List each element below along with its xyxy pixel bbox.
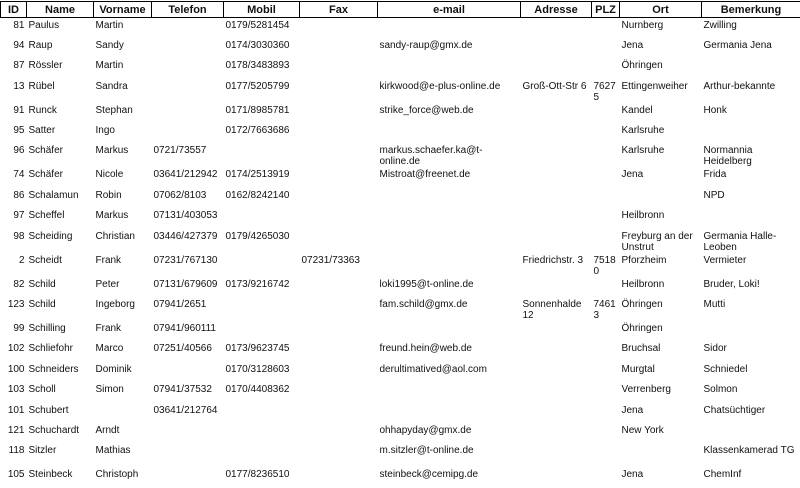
cell-email [378, 321, 521, 341]
cell-bemerkung: Bruder, Loki! [702, 277, 800, 297]
table-row [1, 143, 800, 167]
cell-mobil [224, 423, 300, 443]
cell-adresse [521, 341, 592, 361]
cell-fax [300, 382, 378, 402]
cell-ort: Karlsruhe [620, 143, 702, 167]
cell-mobil [224, 297, 300, 321]
cell-ort: Öhringen [620, 58, 702, 78]
cell-id: 91 [1, 103, 27, 123]
cell-adresse [521, 277, 592, 297]
cell-email [378, 188, 521, 208]
header-fax: Fax [300, 2, 378, 18]
cell-vorname: Marco [94, 341, 152, 361]
cell-id: 81 [1, 18, 27, 38]
cell-mobil: 0171/8985781 [224, 103, 300, 123]
cell-mobil: 0177/8236510 [224, 467, 300, 487]
cell-plz [592, 443, 620, 467]
cell-adresse [521, 467, 592, 487]
cell-vorname: Martin [94, 18, 152, 38]
cell-id: 118 [1, 443, 27, 467]
header-id: ID [1, 2, 27, 18]
header-telefon: Telefon [152, 2, 224, 18]
cell-name: Schild [27, 297, 94, 321]
cell-plz [592, 188, 620, 208]
cell-fax [300, 123, 378, 143]
cell-plz [592, 103, 620, 123]
table-row [1, 188, 800, 208]
cell-vorname: Dominik [94, 362, 152, 382]
cell-telefon: 07251/40566 [152, 341, 224, 361]
table-row [1, 403, 800, 423]
cell-vorname: Arndt [94, 423, 152, 443]
cell-bemerkung: NPD [702, 188, 800, 208]
cell-adresse [521, 167, 592, 187]
cell-id: 96 [1, 143, 27, 167]
cell-plz [592, 58, 620, 78]
cell-mobil [224, 143, 300, 167]
cell-email: kirkwood@e-plus-online.de [378, 79, 521, 103]
cell-bemerkung: ChemInf [702, 467, 800, 487]
cell-id: 99 [1, 321, 27, 341]
cell-plz [592, 467, 620, 487]
cell-fax [300, 443, 378, 467]
cell-email: freund.hein@web.de [378, 341, 521, 361]
cell-id: 95 [1, 123, 27, 143]
cell-telefon: 03446/427379 [152, 229, 224, 253]
cell-adresse [521, 188, 592, 208]
cell-telefon: 03641/212942 [152, 167, 224, 187]
cell-fax [300, 143, 378, 167]
cell-mobil: 0177/5205799 [224, 79, 300, 103]
cell-bemerkung: Sidor [702, 341, 800, 361]
cell-adresse [521, 423, 592, 443]
cell-vorname: Markus [94, 143, 152, 167]
cell-email: steinbeck@cemipg.de [378, 467, 521, 487]
cell-vorname: Sandy [94, 38, 152, 58]
cell-email: markus.schaefer.ka@t-online.de [378, 143, 521, 167]
cell-name: Runck [27, 103, 94, 123]
cell-name: Scheffel [27, 208, 94, 228]
cell-fax [300, 423, 378, 443]
table-row [1, 321, 800, 341]
cell-ort: Nurnberg [620, 18, 702, 38]
table-row [1, 38, 800, 58]
cell-telefon: 07062/8103 [152, 188, 224, 208]
cell-adresse [521, 321, 592, 341]
cell-email: ohhapyday@gmx.de [378, 423, 521, 443]
cell-name: Scholl [27, 382, 94, 402]
cell-bemerkung: Frida [702, 167, 800, 187]
cell-mobil: 0173/9216742 [224, 277, 300, 297]
cell-vorname: Frank [94, 253, 152, 277]
cell-ort: Pforzheim [620, 253, 702, 277]
cell-id: 13 [1, 79, 27, 103]
cell-fax [300, 79, 378, 103]
cell-bemerkung: Normannia Heidelberg [702, 143, 800, 167]
cell-adresse: Friedrichstr. 3 [521, 253, 592, 277]
header-name: Name [27, 2, 94, 18]
cell-plz [592, 382, 620, 402]
cell-telefon [152, 467, 224, 487]
cell-name: Schuchardt [27, 423, 94, 443]
cell-plz [592, 403, 620, 423]
cell-telefon: 07131/679609 [152, 277, 224, 297]
cell-bemerkung [702, 208, 800, 228]
cell-ort [620, 443, 702, 467]
cell-name: Scheiding [27, 229, 94, 253]
header-plz: PLZ [592, 2, 620, 18]
cell-telefon: 07941/960111 [152, 321, 224, 341]
cell-email [378, 229, 521, 253]
cell-bemerkung: Zwilling [702, 18, 800, 38]
cell-adresse [521, 443, 592, 467]
cell-email: sandy-raup@gmx.de [378, 38, 521, 58]
cell-ort: Ettingenweiher [620, 79, 702, 103]
cell-adresse [521, 403, 592, 423]
cell-bemerkung [702, 58, 800, 78]
cell-fax: 07231/73363 [300, 253, 378, 277]
cell-telefon [152, 362, 224, 382]
cell-bemerkung: Klassenkamerad TG [702, 443, 800, 467]
cell-ort: Freyburg an der Unstrut [620, 229, 702, 253]
cell-email [378, 208, 521, 228]
cell-mobil [224, 403, 300, 423]
cell-vorname: Markus [94, 208, 152, 228]
cell-ort: Heilbronn [620, 277, 702, 297]
cell-id: 86 [1, 188, 27, 208]
cell-plz: 75180 [592, 253, 620, 277]
cell-mobil: 0179/4265030 [224, 229, 300, 253]
cell-bemerkung: Germania Jena [702, 38, 800, 58]
cell-ort: Kandel [620, 103, 702, 123]
cell-name: Satter [27, 123, 94, 143]
cell-bemerkung [702, 423, 800, 443]
cell-plz [592, 123, 620, 143]
cell-fax [300, 103, 378, 123]
cell-plz: 74613 [592, 297, 620, 321]
cell-id: 97 [1, 208, 27, 228]
cell-plz [592, 18, 620, 38]
cell-ort: Jena [620, 467, 702, 487]
cell-fax [300, 321, 378, 341]
cell-name: Scheidt [27, 253, 94, 277]
cell-fax [300, 58, 378, 78]
cell-fax [300, 208, 378, 228]
table-row [1, 341, 800, 361]
cell-name: Paulus [27, 18, 94, 38]
cell-bemerkung: Vermieter [702, 253, 800, 277]
cell-vorname: Sandra [94, 79, 152, 103]
cell-plz [592, 38, 620, 58]
cell-adresse [521, 38, 592, 58]
cell-email [378, 18, 521, 38]
cell-telefon: 07941/2651 [152, 297, 224, 321]
cell-adresse [521, 229, 592, 253]
cell-name: Schalamun [27, 188, 94, 208]
table-row [1, 382, 800, 402]
cell-vorname: Mathias [94, 443, 152, 467]
cell-plz [592, 277, 620, 297]
cell-vorname: Nicole [94, 167, 152, 187]
cell-telefon [152, 58, 224, 78]
cell-vorname: Ingo [94, 123, 152, 143]
header-bemerkung: Bemerkung [702, 2, 800, 18]
cell-email [378, 58, 521, 78]
cell-bemerkung [702, 321, 800, 341]
cell-fax [300, 277, 378, 297]
cell-email [378, 253, 521, 277]
cell-id: 102 [1, 341, 27, 361]
cell-mobil: 0178/3483893 [224, 58, 300, 78]
cell-ort: Öhringen [620, 321, 702, 341]
cell-telefon [152, 79, 224, 103]
cell-fax [300, 467, 378, 487]
cell-adresse [521, 143, 592, 167]
cell-id: 2 [1, 253, 27, 277]
table-row [1, 79, 800, 103]
cell-name: Schubert [27, 403, 94, 423]
cell-id: 87 [1, 58, 27, 78]
cell-plz: 76275 [592, 79, 620, 103]
table-row [1, 277, 800, 297]
cell-vorname: Stephan [94, 103, 152, 123]
cell-ort: Verrenberg [620, 382, 702, 402]
cell-plz [592, 321, 620, 341]
cell-email: strike_force@web.de [378, 103, 521, 123]
cell-telefon [152, 38, 224, 58]
cell-mobil: 0162/8242140 [224, 188, 300, 208]
cell-vorname: Simon [94, 382, 152, 402]
cell-telefon [152, 103, 224, 123]
table-row [1, 467, 800, 487]
cell-name: Rübel [27, 79, 94, 103]
cell-vorname: Martin [94, 58, 152, 78]
cell-telefon: 07131/403053 [152, 208, 224, 228]
table-row [1, 123, 800, 143]
cell-telefon [152, 423, 224, 443]
cell-name: Schäfer [27, 167, 94, 187]
table-row [1, 443, 800, 467]
cell-fax [300, 341, 378, 361]
cell-ort: Jena [620, 167, 702, 187]
cell-email: m.sitzler@t-online.de [378, 443, 521, 467]
table-row [1, 253, 800, 277]
cell-mobil [224, 208, 300, 228]
cell-id: 103 [1, 382, 27, 402]
cell-plz [592, 167, 620, 187]
cell-mobil: 0172/7663686 [224, 123, 300, 143]
cell-adresse [521, 58, 592, 78]
cell-vorname: Frank [94, 321, 152, 341]
cell-bemerkung: Honk [702, 103, 800, 123]
cell-fax [300, 229, 378, 253]
cell-mobil: 0174/2513919 [224, 167, 300, 187]
cell-vorname: Ingeborg [94, 297, 152, 321]
cell-ort: Murgtal [620, 362, 702, 382]
cell-mobil [224, 321, 300, 341]
cell-fax [300, 38, 378, 58]
table-row [1, 103, 800, 123]
cell-fax [300, 167, 378, 187]
cell-id: 101 [1, 403, 27, 423]
cell-mobil: 0174/3030360 [224, 38, 300, 58]
cell-mobil [224, 443, 300, 467]
cell-vorname [94, 403, 152, 423]
cell-telefon [152, 18, 224, 38]
cell-id: 94 [1, 38, 27, 58]
cell-telefon: 07231/767130 [152, 253, 224, 277]
table-row [1, 18, 800, 38]
table-row [1, 167, 800, 187]
cell-ort: Jena [620, 403, 702, 423]
cell-vorname: Christoph [94, 467, 152, 487]
cell-ort: Bruchsal [620, 341, 702, 361]
cell-fax [300, 188, 378, 208]
cell-telefon: 0721/73557 [152, 143, 224, 167]
cell-bemerkung: Solmon [702, 382, 800, 402]
cell-telefon: 03641/212764 [152, 403, 224, 423]
cell-bemerkung: Chatsüchtiger [702, 403, 800, 423]
cell-telefon [152, 123, 224, 143]
cell-ort [620, 188, 702, 208]
cell-plz [592, 362, 620, 382]
cell-adresse: Groß-Ott-Str 6 [521, 79, 592, 103]
cell-adresse [521, 208, 592, 228]
cell-name: Schilling [27, 321, 94, 341]
cell-name: Raup [27, 38, 94, 58]
cell-id: 98 [1, 229, 27, 253]
cell-plz [592, 143, 620, 167]
cell-fax [300, 403, 378, 423]
cell-telefon: 07941/37532 [152, 382, 224, 402]
cell-bemerkung [702, 123, 800, 143]
cell-email: Mistroat@freenet.de [378, 167, 521, 187]
cell-adresse [521, 103, 592, 123]
cell-mobil: 0170/3128603 [224, 362, 300, 382]
table-row [1, 58, 800, 78]
cell-bemerkung: Arthur-bekannte [702, 79, 800, 103]
cell-email [378, 403, 521, 423]
cell-id: 123 [1, 297, 27, 321]
cell-bemerkung: Germania Halle-Leoben [702, 229, 800, 253]
cell-vorname: Robin [94, 188, 152, 208]
table-row [1, 208, 800, 228]
cell-adresse [521, 362, 592, 382]
cell-mobil: 0170/4408362 [224, 382, 300, 402]
cell-name: Rössler [27, 58, 94, 78]
cell-ort: Heilbronn [620, 208, 702, 228]
cell-id: 100 [1, 362, 27, 382]
table-row [1, 229, 800, 253]
cell-fax [300, 297, 378, 321]
cell-id: 121 [1, 423, 27, 443]
cell-bemerkung: Mutti [702, 297, 800, 321]
cell-id: 74 [1, 167, 27, 187]
cell-plz [592, 423, 620, 443]
cell-vorname: Peter [94, 277, 152, 297]
cell-plz [592, 208, 620, 228]
header-adresse: Adresse [521, 2, 592, 18]
cell-email [378, 123, 521, 143]
cell-fax [300, 18, 378, 38]
cell-email [378, 382, 521, 402]
cell-id: 82 [1, 277, 27, 297]
cell-mobil [224, 253, 300, 277]
cell-mobil: 0179/5281454 [224, 18, 300, 38]
cell-mobil: 0173/9623745 [224, 341, 300, 361]
cell-bemerkung: Schniedel [702, 362, 800, 382]
cell-name: Schild [27, 277, 94, 297]
cell-fax [300, 362, 378, 382]
cell-plz [592, 341, 620, 361]
cell-vorname: Christian [94, 229, 152, 253]
cell-name: Sitzler [27, 443, 94, 467]
header-vorname: Vorname [94, 2, 152, 18]
cell-plz [592, 229, 620, 253]
cell-name: Schliefohr [27, 341, 94, 361]
header-email: e-mail [378, 2, 521, 18]
cell-id: 105 [1, 467, 27, 487]
cell-adresse [521, 123, 592, 143]
table-row [1, 362, 800, 382]
cell-adresse [521, 382, 592, 402]
header-mobil: Mobil [224, 2, 300, 18]
cell-name: Steinbeck [27, 467, 94, 487]
header-row [1, 2, 800, 18]
cell-adresse: Sonnenhalde 12 [521, 297, 592, 321]
cell-email: loki1995@t-online.de [378, 277, 521, 297]
cell-telefon [152, 443, 224, 467]
table-row [1, 297, 800, 321]
header-ort: Ort [620, 2, 702, 18]
cell-ort: Karlsruhe [620, 123, 702, 143]
cell-ort: Öhringen [620, 297, 702, 321]
table-row [1, 423, 800, 443]
cell-ort: Jena [620, 38, 702, 58]
cell-email: derultimatived@aol.com [378, 362, 521, 382]
cell-ort: New York [620, 423, 702, 443]
cell-adresse [521, 18, 592, 38]
contacts-table [0, 1, 800, 488]
cell-email: fam.schild@gmx.de [378, 297, 521, 321]
cell-name: Schneiders [27, 362, 94, 382]
cell-name: Schäfer [27, 143, 94, 167]
